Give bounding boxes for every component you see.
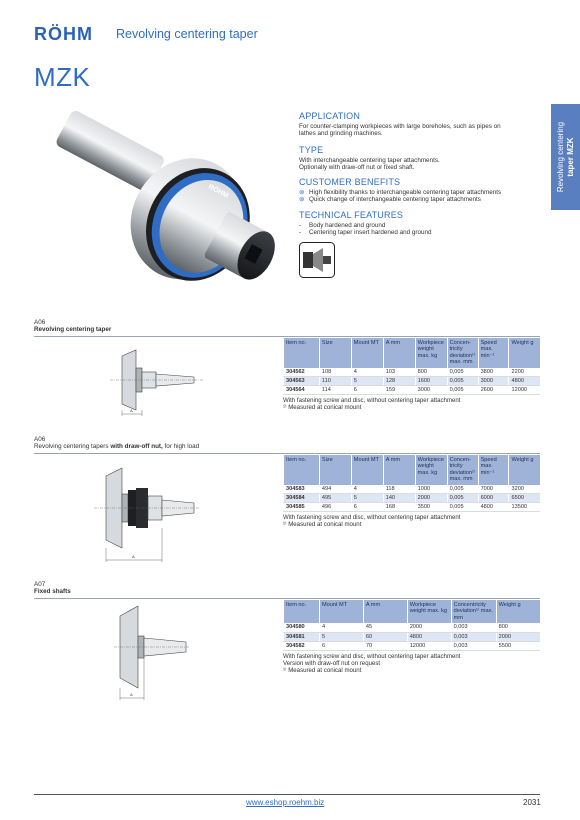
table-notes: With fastening screw and disc, without centering taper attachment ¹⁾ Measured at conical mount xyxy=(283,397,461,411)
header-title: Revolving centering taper xyxy=(116,27,258,41)
table-row: 304582 6 70 12000 0,003 5500 xyxy=(284,641,541,650)
page-number: 2031 xyxy=(523,798,541,807)
col-header: Concentricity deviation¹⁾ max. mm xyxy=(451,600,496,623)
table-row: 304583 494 4 118 1000 0,005 7000 3200 xyxy=(284,485,541,494)
check-icon: ⊚ xyxy=(299,196,305,204)
features-heading: TECHNICAL FEATURES xyxy=(299,210,404,220)
table-row: 304562 108 4 103 800 0,005 3800 2200 xyxy=(284,368,541,377)
col-header: Size xyxy=(319,455,351,485)
revolving-center-icon xyxy=(299,242,335,278)
col-header: Weight g xyxy=(496,600,540,623)
section-code: A06 xyxy=(34,436,46,443)
type-block xyxy=(299,145,539,172)
col-header: Workpiece weight max. kg xyxy=(415,338,447,368)
feature-item: Centering taper insert hardened and ground xyxy=(309,229,432,237)
feature-item: Body hardened and ground xyxy=(309,222,386,229)
col-header: Weight g xyxy=(509,338,540,368)
type-heading: TYPE xyxy=(299,145,324,155)
application-block xyxy=(299,111,539,138)
type-line-1: With interchangeable centering taper attachments. xyxy=(299,157,440,164)
eshop-link[interactable]: www.eshop.roehm.biz xyxy=(246,798,325,807)
col-header: Workpiece weight max. kg xyxy=(415,455,447,485)
technical-drawing xyxy=(112,604,192,704)
table-row: 304580 4 45 2000 0,003 800 xyxy=(284,623,541,632)
col-header: Workpiece weight max. kg xyxy=(407,600,451,623)
col-header: A mm xyxy=(363,600,407,623)
section-code: A06 xyxy=(34,319,46,326)
col-header: A mm xyxy=(383,338,415,368)
table-header-row xyxy=(284,455,541,485)
svg-text:A: A xyxy=(130,692,133,697)
section-code: A07 xyxy=(34,581,46,588)
divider xyxy=(34,336,540,337)
application-text: For counter-clamping workpieces with large boreholes, such as pipes on lathes and grinding machines. xyxy=(299,123,501,138)
section-title: Fixed shafts xyxy=(34,588,71,595)
benefits-block xyxy=(299,177,539,204)
col-header: Weight g xyxy=(509,455,540,485)
application-heading: APPLICATION xyxy=(299,111,361,121)
section-title: Revolving centering taper xyxy=(34,326,112,333)
table-row: 304564 114 6 159 3000 0,005 2600 12000 xyxy=(284,386,541,395)
features-block: TECHNICAL FEATURES - Body hardened and ground - Centering taper insert hardened and ground xyxy=(299,210,539,237)
col-header: Item no. xyxy=(284,338,320,368)
table-row: 304584 495 5 140 2000 0,005 6000 6500 xyxy=(284,494,541,503)
benefits-heading: CUSTOMER BENEFITS xyxy=(299,177,401,187)
footer-divider xyxy=(34,794,540,795)
check-icon: ⊚ xyxy=(299,189,305,196)
side-tab-label: Revolving centering taper MZK xyxy=(555,121,575,193)
technical-drawing xyxy=(92,466,202,566)
technical-drawing xyxy=(108,348,208,418)
benefit-item: Quick change of interchangeable centering taper attachments xyxy=(309,196,481,204)
table-row: 304581 5 60 4800 0,003 2000 xyxy=(284,632,541,641)
col-header: Concen-tricity deviation¹⁾ max. mm xyxy=(447,455,478,485)
spec-table xyxy=(283,600,540,651)
col-header: A mm xyxy=(383,455,415,485)
col-header: Mount MT xyxy=(351,455,383,485)
col-header: Mount MT xyxy=(351,338,383,368)
type-line-2: Optionally with draw-off nut or fixed shaft. xyxy=(299,164,415,172)
benefit-item: High flexibility thanks to interchangeable centering taper attachments xyxy=(309,189,502,196)
table-header-row xyxy=(284,338,541,368)
divider xyxy=(34,598,540,599)
table-header-row xyxy=(284,600,541,623)
table-notes: With fastening screw and disc, without centering taper attachment ¹⁾ Measured at conical mount xyxy=(283,514,461,528)
col-header: Mount MT xyxy=(319,600,363,623)
col-header: Speed max. min⁻¹ xyxy=(478,338,509,368)
spec-table xyxy=(283,338,540,395)
product-photo xyxy=(40,108,290,298)
col-header: Speed max. min⁻¹ xyxy=(478,455,509,485)
ring-brand: RÖHM xyxy=(207,183,230,200)
svg-text:A: A xyxy=(130,408,133,413)
spec-table xyxy=(283,455,540,512)
table-row: 304585 496 6 168 3500 0,005 4800 13500 xyxy=(284,503,541,512)
svg-text:A: A xyxy=(132,554,135,559)
table-notes: With fastening screw and disc, without centering taper attachment Version with draw-off nut on request ¹⁾ Measured at conical mount xyxy=(283,653,461,674)
section-title: Revolving centering tapers with draw-off nut, for high load xyxy=(34,443,200,450)
product-title: MZK xyxy=(34,62,91,92)
table-row: 304563 110 5 128 1600 0,005 3000 4800 xyxy=(284,377,541,386)
col-header: Item no. xyxy=(284,455,320,485)
roehm-logo: RÖHM xyxy=(34,24,93,44)
col-header: Concen-tricity deviation¹⁾ max. mm xyxy=(447,338,478,368)
divider xyxy=(34,453,540,454)
col-header: Item no. xyxy=(284,600,320,623)
col-header: Size xyxy=(319,338,351,368)
side-tab[interactable] xyxy=(551,104,580,210)
